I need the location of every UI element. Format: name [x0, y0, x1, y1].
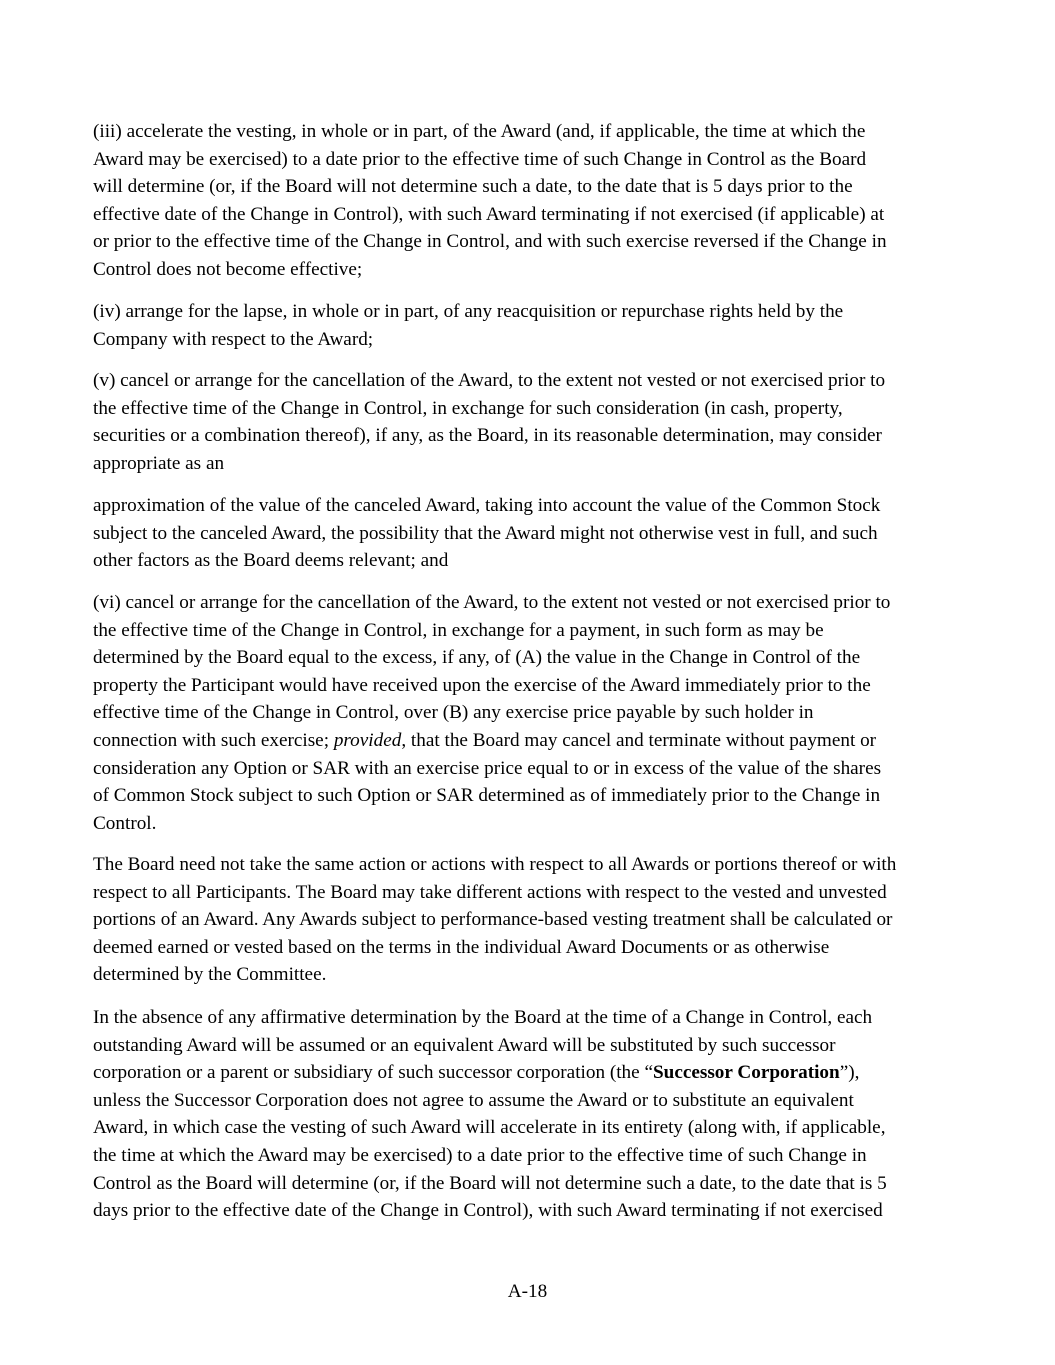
clause-v-continued-paragraph: [93, 492, 973, 575]
text-segment: connection with such exercise;: [93, 729, 334, 751]
clause-v-paragraph: [93, 367, 973, 477]
text-line: the time at which the Award may be exercised) to a date prior to the effective time of such Change in: [93, 1144, 867, 1166]
text-line: Control.: [93, 812, 157, 834]
text-line: other factors as the Board deems relevant; and: [93, 550, 449, 572]
board-discretion-paragraph: [93, 851, 973, 989]
text-line: [93, 727, 973, 755]
text-line: [93, 1059, 973, 1087]
clause-iii-paragraph: [93, 118, 973, 284]
text-line: or prior to the effective time of the Change in Control, and with such exercise reversed if the Change in: [93, 231, 887, 253]
text-line: property the Participant would have received upon the exercise of the Award immediately prior to the: [93, 674, 871, 696]
text-line: will determine (or, if the Board will not determine such a date, to the date that is 5 days prior to the: [93, 176, 853, 198]
text-line: Control as the Board will determine (or, if the Board will not determine such a date, to the date that is 5: [93, 1172, 887, 1194]
text-line: effective date of the Change in Control), with such Award terminating if not exercised (if applicable) at: [93, 203, 885, 225]
text-line: Company with respect to the Award;: [93, 328, 374, 350]
text-line: (v) cancel or arrange for the cancellation of the Award, to the extent not vested or not exercised prior to: [93, 370, 886, 391]
text-line: (iii) accelerate the vesting, in whole or in part, of the Award (and, if applicable, the time at which the: [93, 121, 866, 142]
text-segment: ”),: [839, 1062, 860, 1084]
text-line: effective time of the Change in Control, over (B) any exercise price payable by such holder in: [93, 702, 814, 724]
absence-of-determination-paragraph: [93, 1004, 973, 1225]
text-line: consideration any Option or SAR with an exercise price equal to or in excess of the value of the shares: [93, 757, 882, 779]
text-line: Award may be exercised) to a date prior to the effective time of such Change in Control as the Board: [93, 148, 867, 170]
text-line: (iv) arrange for the lapse, in whole or in part, of any reacquisition or repurchase rights held by the: [93, 301, 844, 322]
clause-vi-paragraph: [93, 589, 973, 837]
text-line: determined by the Committee.: [93, 964, 327, 986]
text-line: of Common Stock subject to such Option or SAR determined as of immediately prior to the Change in: [93, 785, 881, 807]
clause-iv-paragraph: [93, 298, 973, 353]
text-segment: corporation or a parent or subsidiary of such successor corporation (the “: [93, 1062, 653, 1084]
text-line: securities or a combination thereof), if any, as the Board, in its reasonable determination, may consider: [93, 425, 882, 447]
text-line: The Board need not take the same action or actions with respect to all Awards or portions thereof or with: [93, 854, 897, 875]
text-line: deemed earned or vested based on the terms in the individual Award Documents or as otherwise: [93, 936, 830, 958]
text-segment: , that the Board may cancel and terminate without payment or: [401, 729, 877, 751]
text-line: Control does not become effective;: [93, 258, 363, 280]
text-line: outstanding Award will be assumed or an equivalent Award will be substituted by such successor: [93, 1034, 836, 1056]
text-line: the effective time of the Change in Control, in exchange for such consideration (in cash, property,: [93, 397, 843, 419]
text-line: respect to all Participants. The Board may take different actions with respect to the vested and unvested: [93, 881, 887, 903]
text-line: days prior to the effective date of the Change in Control), with such Award terminating if not exercised: [93, 1200, 883, 1222]
text-line: unless the Successor Corporation does not agree to assume the Award or to substitute an equivalent: [93, 1089, 854, 1111]
text-line: Award, in which case the vesting of such Award will accelerate in its entirety (along with, if applicable,: [93, 1117, 886, 1139]
text-line: the effective time of the Change in Control, in exchange for a payment, in such form as may be: [93, 619, 824, 641]
text-line: portions of an Award. Any Awards subject to performance-based vesting treatment shall be calculated or: [93, 909, 893, 931]
text-line: In the absence of any affirmative determination by the Board at the time of a Change in Control, each: [93, 1007, 873, 1028]
text-line: subject to the canceled Award, the possibility that the Award might not otherwise vest in full, and such: [93, 522, 878, 544]
text-line: (vi) cancel or arrange for the cancellation of the Award, to the extent not vested or not exercised prior to: [93, 592, 891, 613]
page-number: A-18: [507, 1281, 548, 1302]
italic-term-provided: provided: [333, 729, 402, 751]
text-line: appropriate as an: [93, 452, 225, 474]
text-line: determined by the Board equal to the excess, if any, of (A) the value in the Change in Control of the: [93, 647, 861, 669]
defined-term-successor-corporation: Successor Corporation: [652, 1062, 840, 1084]
text-line: approximation of the value of the canceled Award, taking into account the value of the Common Stock: [93, 495, 881, 516]
